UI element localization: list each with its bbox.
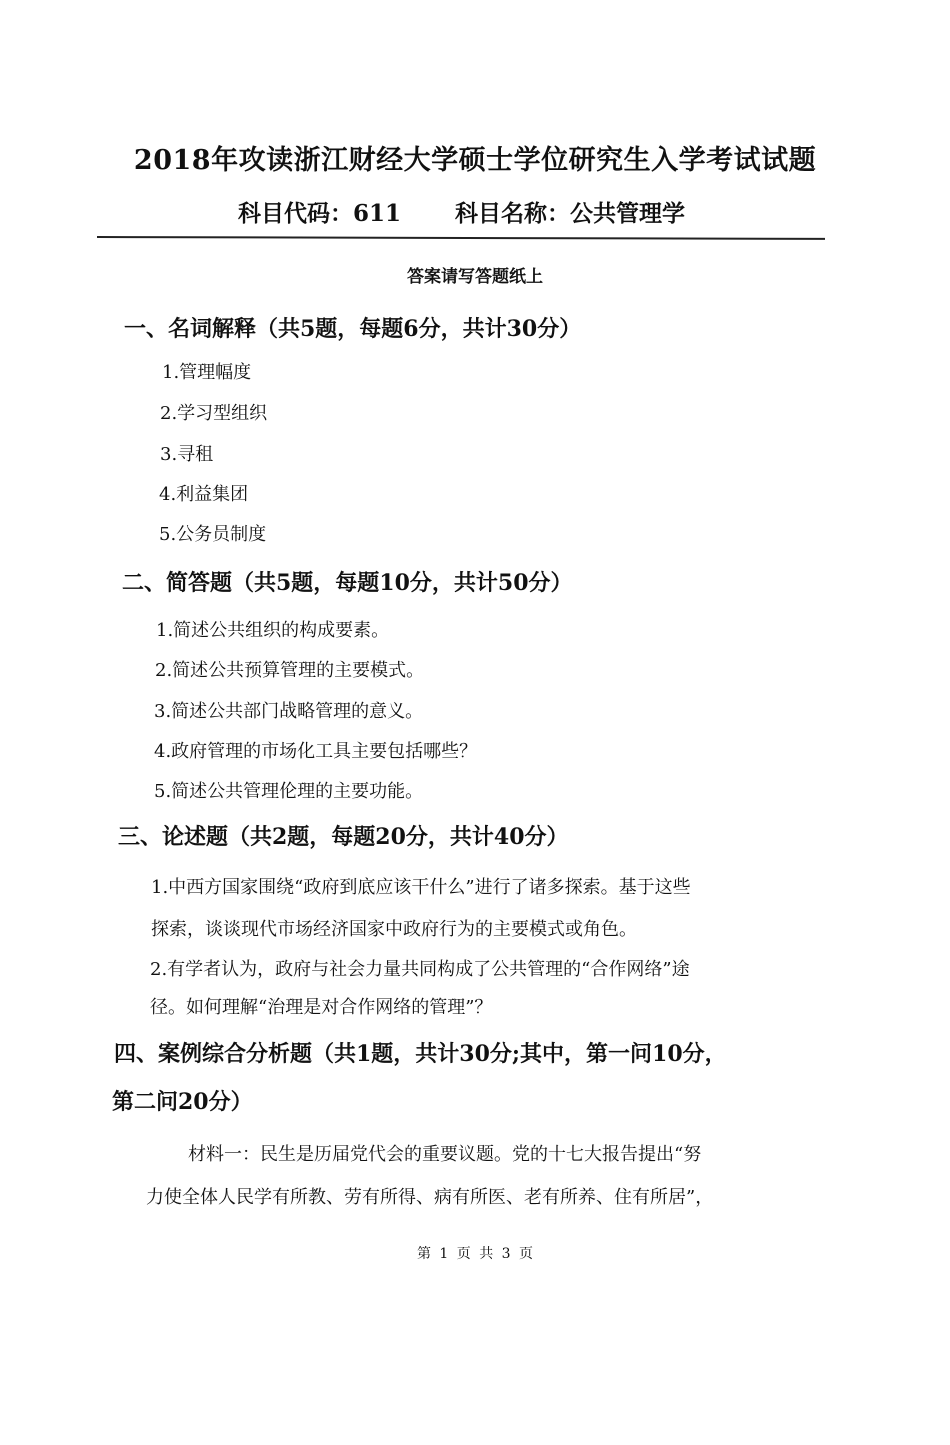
section-2-item-2: 2.简述公共预算管理的主要模式。 (155, 660, 425, 681)
section-3-item-1-line-2: 探索，谈谈现代市场经济国家中政府行为的主要模式或角色。 (151, 919, 637, 940)
section-1-item-3: 3.寻租 (160, 444, 214, 465)
section-2-item-5: 5.简述公共管理伦理的主要功能。 (154, 781, 424, 802)
section-2-item-1: 1.简述公共组织的构成要素。 (156, 620, 390, 641)
section-1-item-4: 4.利益集团 (159, 484, 249, 505)
section-3-item-2-line-2: 径。如何理解“治理是对合作网络的管理”？ (150, 997, 493, 1018)
section-2-heading: 二、简答题（共5题，每题10分，共计50分） (122, 570, 573, 596)
section-1-heading: 一、名词解释（共5题，每题6分，共计30分） (124, 316, 582, 342)
section-1-item-2: 2.学习型组织 (160, 403, 268, 424)
section-3-item-2-line-1: 2.有学者认为，政府与社会力量共同构成了公共管理的“合作网络”途 (150, 959, 690, 980)
section-1-item-1: 1.管理幅度 (162, 362, 252, 383)
page-footer: 第 1 页 共 3 页 (416, 1246, 534, 1262)
section-4-heading-line-2: 第二问20分） (112, 1089, 253, 1115)
section-2-item-3: 3.简述公共部门战略管理的意义。 (154, 701, 424, 722)
section-3-item-1-line-1: 1.中西方国家围绕“政府到底应该干什么”进行了诸多探索。基于这些 (151, 877, 691, 898)
subject-name: 科目名称：公共管理学 (455, 200, 685, 227)
exam-title: 2018年攻读浙江财经大学硕士学位研究生入学考试试题 (133, 145, 817, 176)
section-4-material-line-1: 材料一：民生是历届党代会的重要议题。党的十七大报告提出“努 (188, 1144, 702, 1165)
section-1-item-5: 5.公务员制度 (159, 524, 267, 545)
section-4-material-line-2: 力使全体人民学有所教、劳有所得、病有所医、老有所养、住有所居”， (146, 1187, 714, 1208)
subject-code: 科目代码：611 (238, 200, 402, 227)
section-2-item-4: 4.政府管理的市场化工具主要包括哪些？ (154, 741, 478, 762)
section-3-heading: 三、论述题（共2题，每题20分，共计40分） (118, 824, 569, 850)
header-divider (97, 236, 825, 240)
answer-instruction: 答案请写答题纸上 (407, 267, 543, 287)
section-4-heading-line-1: 四、案例综合分析题（共1题，共计30分;其中，第一问10分， (114, 1041, 727, 1067)
